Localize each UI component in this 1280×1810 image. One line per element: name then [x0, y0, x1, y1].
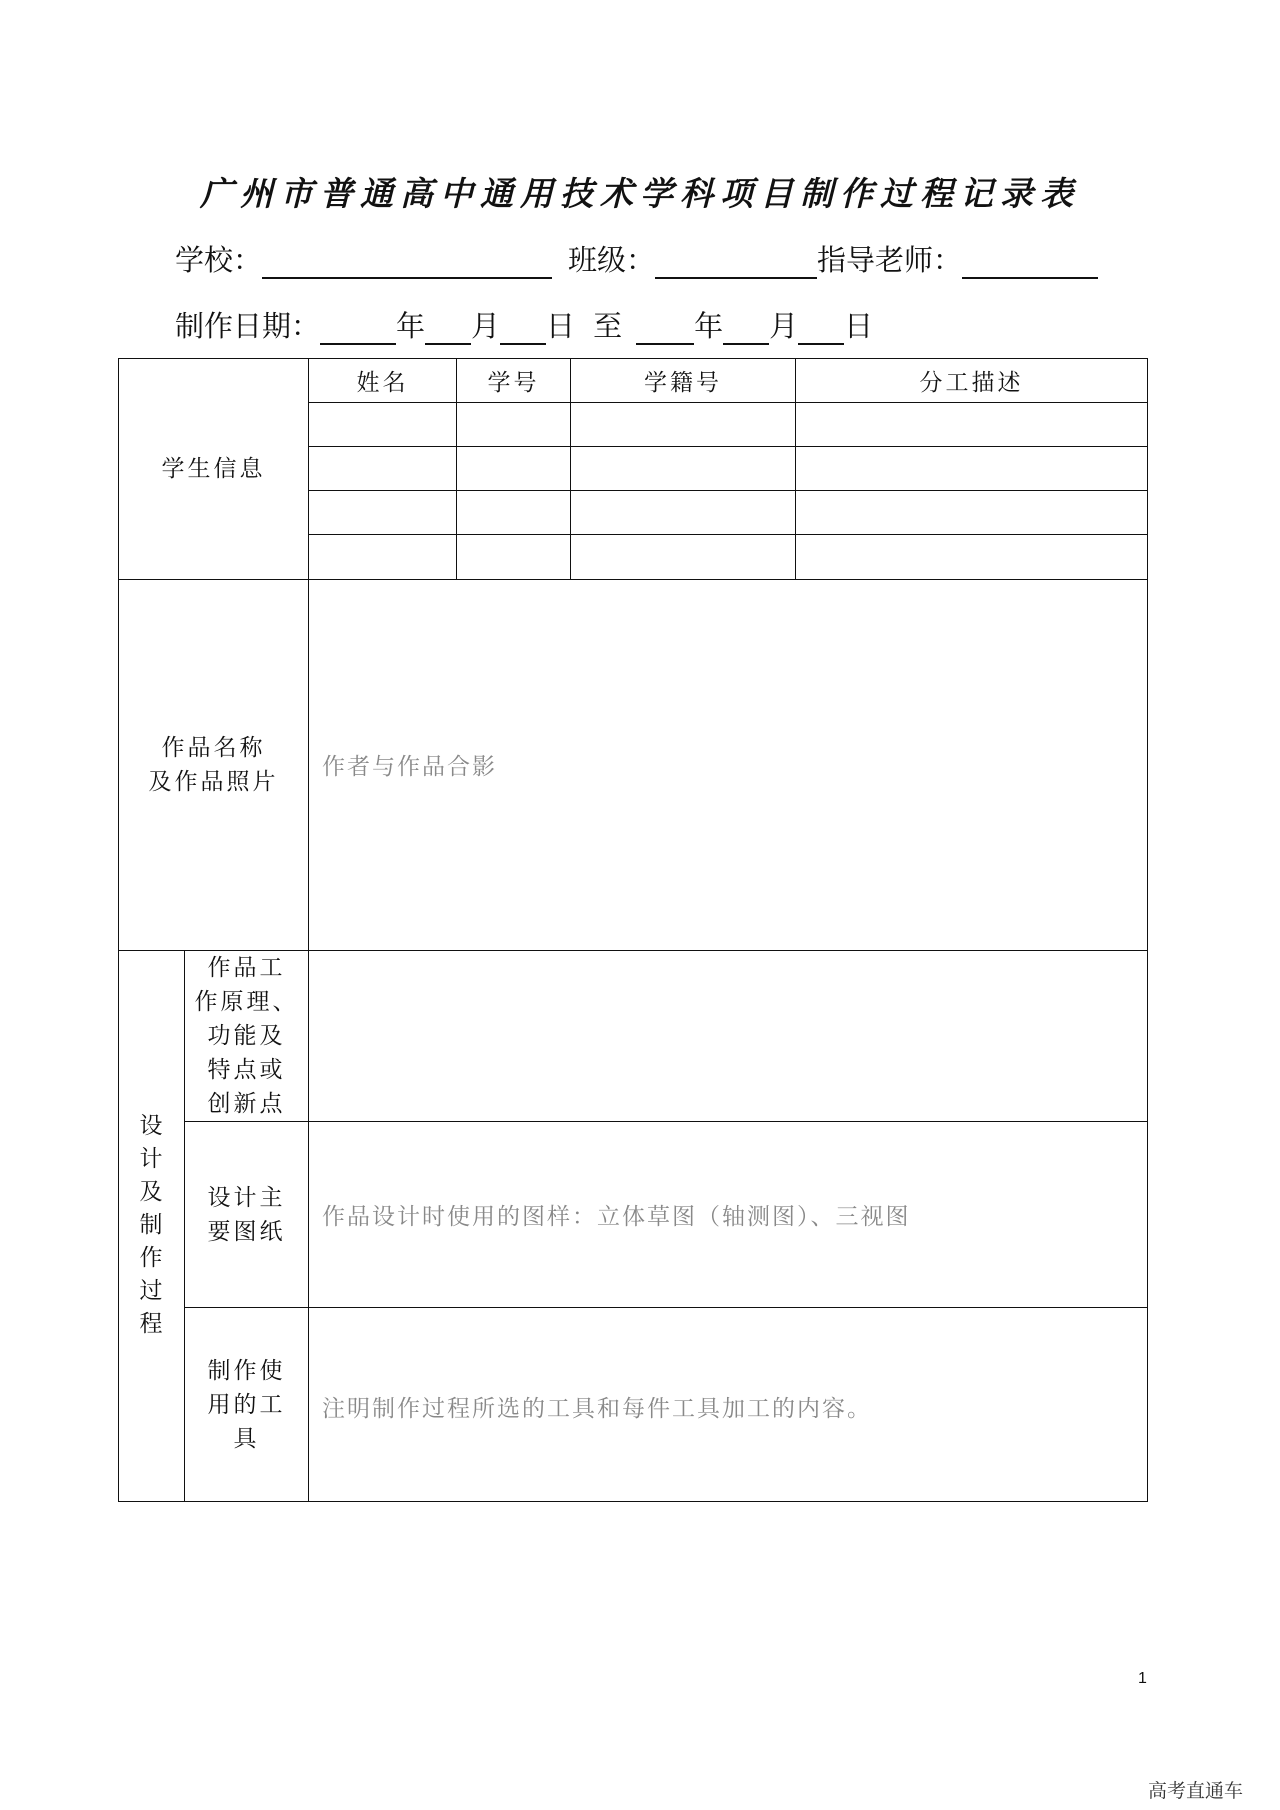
work-label-line2: 及作品照片 [148, 769, 279, 795]
table-cell[interactable] [795, 490, 1148, 535]
table-cell[interactable] [308, 534, 457, 580]
tools-label [184, 1307, 309, 1502]
teacher-field[interactable] [962, 247, 1098, 279]
process-label-line: 计 [139, 1146, 163, 1172]
principle-label-line: 作品工 [207, 955, 286, 981]
table-cell[interactable] [570, 446, 796, 491]
table-cell[interactable] [308, 490, 457, 535]
table-cell[interactable] [570, 490, 796, 535]
principle-label-line: 功能及 [207, 1023, 286, 1049]
principle-label-line: 特点或 [207, 1057, 286, 1083]
page-number: 1 [1138, 1670, 1147, 1687]
tools-label-line: 制作使 [207, 1357, 286, 1384]
class-field[interactable] [655, 247, 817, 279]
table-cell[interactable] [308, 446, 457, 491]
school-field[interactable] [262, 247, 552, 279]
end-year-label: 年 [694, 309, 724, 343]
class-label: 班级： [568, 243, 656, 277]
table-cell[interactable] [795, 534, 1148, 580]
end-day-field[interactable] [798, 313, 844, 345]
teacher-label: 指导老师： [817, 243, 963, 277]
work-label-line1: 作品名称 [161, 735, 266, 761]
table-cell[interactable] [456, 534, 571, 580]
work-photo-hint: 作者与作品合影 [322, 754, 497, 780]
watermark: 高考直通车 [1148, 1780, 1244, 1802]
table-cell[interactable] [308, 402, 457, 447]
start-month-label: 月 [471, 309, 501, 343]
date-label: 制作日期： [175, 309, 321, 343]
start-day-label: 日 [546, 309, 576, 343]
tools-label-line: 具 [233, 1425, 260, 1452]
student-info-label: 学生信息 [161, 456, 266, 482]
school-label: 学校： [175, 243, 263, 277]
principle-label-line: 创新点 [207, 1091, 286, 1117]
drawings-hint: 作品设计时使用的图样：立体草图（轴测图）、三视图 [322, 1204, 911, 1230]
table-cell[interactable] [456, 490, 571, 535]
table-cell[interactable] [570, 534, 796, 580]
col-name-label: 姓名 [356, 370, 409, 396]
start-month-field[interactable] [425, 313, 471, 345]
process-label-line: 程 [139, 1311, 163, 1337]
principle-label [184, 950, 309, 1122]
end-day-label: 日 [844, 309, 874, 343]
process-label-line: 制 [139, 1212, 163, 1238]
table-cell[interactable] [795, 446, 1148, 491]
tools-label-line: 用的工 [207, 1391, 286, 1418]
date-line [175, 304, 873, 345]
end-month-label: 月 [769, 309, 799, 343]
process-label-line: 作 [139, 1245, 163, 1271]
table-cell[interactable] [795, 402, 1148, 447]
end-month-field[interactable] [723, 313, 769, 345]
table-cell[interactable] [570, 402, 796, 447]
process-label [136, 1110, 166, 1341]
tools-hint: 注明制作过程所选的工具和每件工具加工的内容。 [322, 1396, 872, 1422]
start-year-field[interactable] [320, 313, 396, 345]
to-label: 至 [593, 309, 623, 343]
table-cell[interactable] [456, 446, 571, 491]
record-table [118, 358, 1148, 1502]
col-duty-label: 分工描述 [919, 370, 1024, 396]
end-year-field[interactable] [636, 313, 694, 345]
col-reg-label: 学籍号 [644, 370, 722, 396]
col-id-label: 学号 [487, 370, 540, 396]
start-day-field[interactable] [500, 313, 546, 345]
process-label-line: 设 [139, 1113, 163, 1139]
school-class-teacher-line [175, 238, 1098, 279]
process-label-line: 及 [139, 1179, 163, 1205]
drawings-label-line: 设计主 [207, 1184, 286, 1211]
page-title: 广州市普通高中通用技术学科项目制作过程记录表 [200, 174, 1080, 213]
drawings-label-line: 要图纸 [207, 1218, 286, 1245]
principle-content-cell[interactable] [308, 950, 1148, 1122]
process-label-line: 过 [139, 1278, 163, 1304]
drawings-label [184, 1121, 309, 1308]
principle-label-line: 作原理、 [194, 989, 299, 1015]
start-year-label: 年 [396, 309, 426, 343]
work-label [118, 579, 309, 951]
table-cell[interactable] [456, 402, 571, 447]
